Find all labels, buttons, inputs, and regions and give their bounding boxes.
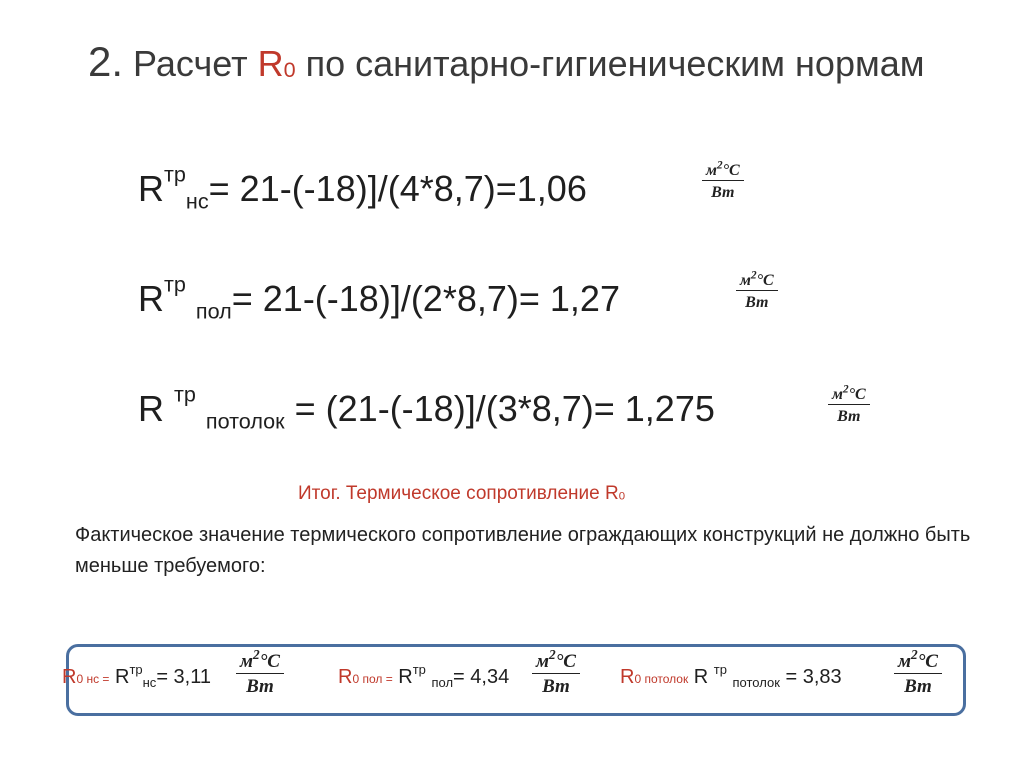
unit-fraction: $м^2^\circ C$ Вт (828, 386, 870, 426)
title-number: 2. (88, 38, 124, 85)
result-nc: R0 нс = $R^{тр}_{нс}= 3,11$ (62, 661, 211, 690)
result-potolok: R0 потолок R $^{тр}$ $_{потолок}$ = 3,83 (620, 661, 842, 690)
formula-potolok: R $^{тр}$ $_{потолок}$ = (21-(-18)]/(3*8,7)= 1,275 (138, 381, 715, 434)
title-prefix: Расчет (133, 43, 248, 84)
unit-fraction: $м^2^\circ C$ Вт (736, 272, 778, 312)
result-pol: R0 пол = $R^{тр}$ $_{пол}$= 4,34 (338, 661, 510, 690)
unit-fraction: $м^2^\circ C$ Вт (702, 162, 744, 202)
title-r-symbol: R0 (257, 43, 296, 84)
title-suffix: по санитарно-гигиеническим нормам (305, 43, 925, 84)
formula-pol: $R^{тр}$ $_{пол}$= 21-(-18)]/(2*8,7)= 1,27 (138, 271, 620, 324)
unit-fraction: $м^2^\circ C$ Вт (236, 652, 284, 699)
note-text: Фактическое значение термического сопротивление ограждающих конструкций не должно быть меньше требуемого: (75, 524, 971, 577)
formula-nc: $R^{тр}_{нс}= 21-(-18)]/(4*8,7)=1,06$ (138, 161, 587, 214)
unit-fraction: $м^2^\circ C$ Вт (532, 652, 580, 699)
slide-title (88, 38, 924, 86)
result-caption: Итог. Термическое сопротивление R0 (298, 483, 626, 504)
unit-fraction: $м^2^\circ C$ Вт (894, 652, 942, 699)
